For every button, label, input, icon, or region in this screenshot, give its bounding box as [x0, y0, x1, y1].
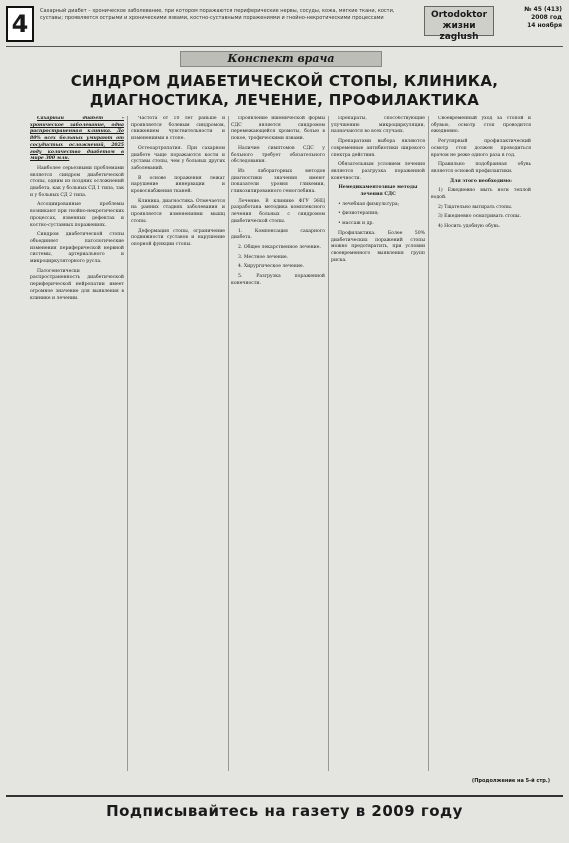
column-divider: [328, 116, 329, 771]
paragraph: Своевременный уход за стопой и обувью, осмотр стоп проводится ежедневно.: [431, 116, 531, 135]
list-item: 3. Местное лечение.: [238, 254, 289, 260]
subheading: Для этого необходимо:: [450, 178, 512, 184]
list-item: 1. Компенсация сахарного диабета.: [231, 228, 325, 241]
rubric-label: Конспект врача: [180, 51, 382, 67]
text-column-5: [431, 116, 531, 771]
paragraph: Лечение. В клинике ФГУ ЭНЦ разработана методика комплексного лечения больных с синдромом диабетической стопы.: [231, 198, 325, 224]
lead-paragraph: Сахарный диабет – хроническое заболевание, одна распространенная клиника. До 80% всех больных умирают от сосудистых осложнений, 2025 году количество диабетом в мире 300 млн.: [30, 116, 124, 162]
paragraph: Препараты, способствующие улучшению микроциркуляции, назначаются во всех случаях.: [331, 116, 425, 135]
paragraph: Наиболее серьезными проблемами является синдром диабетической стопы, одним из поздних осложнений диабета, как у больных СД 1 типа, так и у больных СД 2 типа.: [30, 165, 124, 198]
paragraph: Наличие симптомов СДС у больного требует обязательного обследования.: [231, 145, 325, 165]
list-item: • массаж и др.: [338, 221, 374, 227]
subheading: Немедикаментозные методы лечения СДС: [338, 185, 418, 198]
column-divider: [228, 116, 229, 771]
paragraph: Ассоциированные проблемы возникают при гнойно-некротических процессах, язвенных дефектах и костно-суставных поражениях.: [30, 202, 124, 228]
page-number: 4: [6, 6, 34, 42]
page-header: [6, 6, 563, 47]
paragraph: Синдром диабетической стопы объединяет патологические изменения периферической нервной системы, артериального и микроциркуляторного русла.: [30, 232, 124, 265]
newspaper-logo: Ortodoktor жизни zaglush: [424, 6, 494, 36]
text-column-2: [131, 116, 225, 771]
paragraph: Клиника, диагностика. Отмечается на ранних стадиях заболевания и проявляется изменениями мышц стопы.: [131, 198, 225, 224]
paragraph: В основе поражения лежат нарушение иннервации и кровоснабжения тканей.: [131, 175, 225, 195]
text-column-1: [30, 116, 124, 771]
list-item: 1) Ежедневно мыть ноги теплой водой.: [431, 188, 531, 201]
paragraph: Патогенетически распространенность диабетической периферической нейропатии имеет огромное значение для выявления в клинике и лечении.: [30, 268, 124, 301]
paragraph: Из лабораторных методов диагностики значения имеют показатели уровня гликемии, гликозилированного гемоглобина.: [231, 168, 325, 195]
header-description: Сахарный диабет – хроническое заболевание, при котором поражаются периферические нервы, сосуды, кожа, мягкие ткани, кости, суставы; проявляется острыми и хроническими язвами, костно-суставными поражениями и гнойно-некротическими процессами: [40, 8, 395, 21]
paragraph: Проявление ишемической формы СДС является синдромом перемежающейся хромоты, болью в покое, трофическими язвами.: [231, 116, 325, 142]
list-item: 2) Тщательно вытирать стопы.: [438, 204, 513, 210]
list-item: • физиотерапия;: [338, 211, 379, 217]
paragraph: Частота от 10 лет раньше и проявляется болевым синдромом, снижением чувствительности и изменениями в стопе.: [131, 116, 225, 142]
text-column-4: [331, 116, 425, 771]
column-divider: [127, 116, 128, 771]
column-divider: [428, 116, 429, 771]
list-item: 4) Носить удобную обувь.: [438, 224, 501, 230]
list-item: 3) Ежедневно осматривать стопы.: [438, 214, 522, 220]
article-title: СИНДРОМ ДИАБЕТИЧЕСКОЙ СТОПЫ, КЛИНИКА, ДИАГНОСТИКА, ЛЕЧЕНИЕ, ПРОФИЛАКТИКА: [70, 72, 499, 109]
issue-info: № 45 (413) 2008 год 14 ноября: [524, 6, 562, 29]
paragraph: Обязательным условием лечения является разгрузка пораженной конечности.: [331, 162, 425, 181]
paragraph: Правильно подобранная обувь является основой профилактики.: [431, 162, 531, 174]
list-item: 2. Общее лекарственное лечение.: [238, 244, 321, 250]
paragraph: Остеоартропатия. При сахарном диабете чаще поражаются кости и суставы стопы, чем у больных других заболеваний.: [131, 145, 225, 171]
continued-note: (Продолжение на 5-й стр.): [471, 778, 550, 784]
paragraph: Регулярный профилактический осмотр стоп должен проводиться врачом не реже одного раза в год.: [431, 139, 531, 158]
paragraph: Препаратами выбора являются современные антибиотики широкого спектра действия.: [331, 139, 425, 158]
text-column-3: [231, 116, 325, 771]
paragraph: Профилактика. Более 50% диабетических поражений стопы можно предотвратить, при условии своевременного выявления групп риска.: [331, 230, 425, 263]
paragraph: Деформация стопы, ограничение подвижности суставов и нарушение опорной функции стопы.: [131, 228, 225, 247]
list-item: 5. Разгрузка пораженной конечности.: [231, 274, 325, 286]
list-item: 4. Хирургическое лечение.: [238, 264, 305, 270]
subscribe-banner: Подписывайтесь на газету в 2009 году: [6, 795, 563, 825]
list-item: • лечебная физкультура;: [338, 201, 400, 207]
